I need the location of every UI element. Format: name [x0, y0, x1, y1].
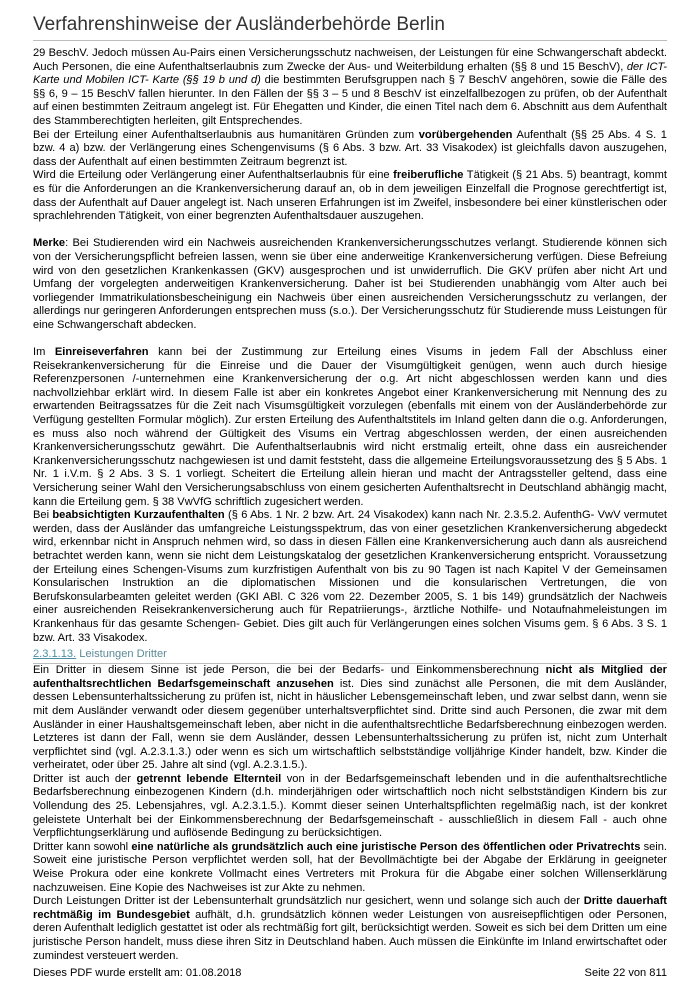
italic-text: der ICT- Karte und Mobilen ICT- Karte (§§ 19 b und d)	[33, 60, 667, 87]
text-run: sein. Soweit eine juristische Person verpflichtet werden soll, hat der Bevollmächtigte bei der Abgabe der Erklärung in geeigneter Weise Prokura oder eine konkrete Vollmacht eines Vertreters mit Prokura für die Abgabe einer solchen Willenserklärung nachzuweisen. Eine Kopie des Nachweises ist zur Akte zu nehmen.	[33, 840, 668, 894]
paragraph-aufenthalt-dritter	[33, 895, 667, 963]
text-run: von in der Bedarfsgemeinschaft lebenden und in die aufenthaltsrechtliche Bedarfsberechnung einbezogenen Kindern (d.h. minderjährigen oder wirtschaftlich noch nicht selbstständigen Kindern bis zur Vollendung des 25. Lebensjahres, vgl. A.2.3.1.5.). Kommt dieser seinen Unterhaltspflichten regelmäßig nach, ist der konkret geleistete Unterhalt bei der Einkommensberechnung der Bedarfsgemeinschaft - ausschließlich in diesem Fall - auch ohne Verpflichtungserklärung und auflösende Bedingung zu berücksichtigen.	[33, 772, 667, 840]
text-run: Tätigkeit (§ 21 Abs. 5) beantragt, kommt es für die Anforderungen an die Krankenversicherung darauf an, ob in dem jeweiligen Einzelfall die Prognose gerechtfertigt ist, dass der Aufenthalt auf Dauer angelegt ist. Nach unseren Erfahrungen ist im Zweifel, insbesondere bei einer künstlerischen oder sprachlehrenden Tätigkeit, von einer begrenzten Aufenthaltsdauer auszugehen.	[33, 169, 667, 223]
bold-text: getrennt lebende Elternteil	[136, 772, 282, 785]
text-run: Aufenthalt (§§ 25 Abs. 4 S. 1 bzw. 4 a) bzw. der Verlängerung eines Schengenvisums (§ 6 Abs. 3 bzw. Art. 33 Visakodex) ist gleichfalls davon auszugehen, dass der Aufenthalt auf einen bestimmten Zeitraum begrenzt ist.	[33, 128, 667, 168]
paragraph-au-pairs	[33, 47, 667, 129]
footer-page-number: Seite 22 von 811	[584, 967, 667, 979]
bold-text: Dritte dauerhaft rechtmäßig im Bundesgebiet	[33, 895, 667, 921]
text-run: Wird die Erteilung oder Verlängerung einer Aufenthaltserlaubnis für eine	[33, 169, 394, 182]
paragraph-dritter-definition	[33, 664, 667, 773]
bold-text: freiberufliche	[393, 169, 464, 182]
text-run: Ein Dritter in diesem Sinne ist jede Person, die bei der Bedarfs- und Einkommensberechnung	[33, 664, 546, 677]
bold-text: eine natürliche als grundsätzlich auch eine juristische Person des öffentlichen oder Privatrechts	[131, 840, 641, 853]
paragraph-kurzaufenthalte	[33, 509, 667, 645]
text-run: : Bei Studierenden wird ein Nachweis ausreichenden Krankenversicherungsschutzes verlangt. Studierende können sich von der Versicherungspflicht befreien lassen, wenn sie über eine anderweitige Krankenversicherung verfügen. Diese Befreiung wird von den gesetzlichen Krankenkassen (GKV) ausgesprochen und ist unwiderruflich. Die GKV prüfen aber nicht Art und Umfang der vorgelegten anderweitigen Krankenversicherung. Daher ist bei Studierenden unabhängig vom Alter auch bei vorliegender Immatrikulationsbescheinigung ein Nachweis über einen ausreichenden Versicherungsschutz zu verlangen, der allerdings nur geringeren Anforderungen entsprechen muss (s.o.). Der Versicherungsschutz für Studierende muss Leistungen für eine Schwangerschaft abdecken.	[33, 237, 667, 331]
section-number-link[interactable]: 2.3.1.13.	[33, 648, 77, 661]
paragraph-person	[33, 841, 667, 895]
text-run: Bei der Erteilung einer Aufenthaltserlaubnis aus humanitären Gründen zum	[33, 128, 419, 141]
document-body	[33, 47, 667, 963]
section-heading	[33, 647, 667, 664]
page-title: Verfahrenshinweise der Ausländerbehörde Berlin	[33, 14, 667, 41]
text-run: aufhält, d.h. grundsätzlich können weder Leistungen von ausreisepflichtigen oder Personen, deren Aufenthalt lediglich gestattet ist oder als rechtmäßig fort gilt, berücksichtigt werden. Soweit es sich bei dem Dritten um eine juristische Person handelt, muss diese ihren Sitz in Deutschland haben. Auch müssen die Einkünfte im Inland erwirtschaftet oder zumindest versteuert werden.	[33, 908, 667, 962]
paragraph-elternteil	[33, 773, 667, 841]
text-run: Durch Leistungen Dritter ist der Lebensunterhalt grundsätzlich nur gesichert, wenn und solange sich auch der	[33, 895, 584, 908]
text-run: Bei	[33, 509, 53, 522]
footer-created-date: Dieses PDF wurde erstellt am: 01.08.2018	[33, 967, 242, 979]
paragraph-einreiseverfahren	[33, 346, 667, 509]
text-run: ist. Dies sind zunächst alle Personen, die mit dem Ausländer, dessen Lebensunterhaltssicherung zu prüfen ist, nicht in häuslicher Lebensgemeinschaft leben, und zwar selbst dann, wenn sie mit dem Ausländer verwandt oder diesem gegenüber unterhaltsverpflichtet sind. Dritte sind auch Personen, die zwar mit dem Ausländer in einer Haushaltsgemeinschaft leben, aber nicht in die aufenthaltsrechtliche Bedarfsberechnung einbezogen werden. Letzteres ist dann der Fall, wenn sie dem Ausländer, dessen Lebensunterhaltssicherung zu prüfen ist, nicht zum Unterhalt verpflichtet sind (vgl. A.2.3.1.3.) oder wenn es sich um wirtschaftlich selbstständige volljährige Kinder handelt, bzw. Kinder die verheiratet, oder über 25. Jahre alt sind (vgl. A.2.3.1.5.).	[33, 677, 667, 772]
text-run: 29 BeschV. Jedoch müssen Au-Pairs einen Versicherungsschutz nachweisen, der Leistungen für eine Schwangerschaft abdeckt. Auch Personen, die eine Aufenthaltserlaubnis zum Zwecke der Aus- und Weiterbildung erhalten (§§ 8 und 15 BeschV),	[33, 47, 667, 73]
bold-text: beabsichtigten Kurzaufenthalten	[52, 509, 225, 522]
text-run: die bestimmten Berufsgruppen nach § 7 BeschV angehören, sowie die Fälle des §§ 6, 9 – 15 BeschV fallen hierunter. In den Fällen der §§ 3 – 5 und 8 BeschV ist einzelfallbezogen zu prüfen, ob der Aufenthalt auf einen bestimmten Zeitraum angelegt ist. Für Ehegatten und Kinder, die einen Titel nach dem 6. Abschnitt aus dem Aufenthalt des Stammberechtigten herleiten, gilt Entsprechendes.	[33, 74, 667, 127]
document-page	[33, 0, 667, 990]
bold-text: Merke	[33, 237, 66, 250]
text-run: Im	[33, 346, 55, 359]
bold-text: vorübergehenden	[418, 128, 513, 141]
bold-text: nicht als Mitglied der aufenthaltsrechtlichen Bedarfsgemeinschaft anzusehen	[33, 664, 667, 690]
text-run: Dritter kann sowohl	[33, 840, 132, 853]
text-run: Dritter ist auch der	[33, 772, 137, 785]
page-footer	[33, 967, 667, 980]
paragraph-merke	[33, 237, 667, 332]
text-run: (§ 6 Abs. 1 Nr. 2 bzw. Art. 24 Visakodex) kann nach Nr. 2.3.5.2. AufenthG- VwV vermutet werden, dass der Ausländer das umfangreiche Leistungsspektrum, das von einer gesetzlichen Krankenversicherung abgedeckt wird, erkennbar nicht in Anspruch nehmen wird, so dass in diesen Fällen eine Krankenversicherung auch dann als ausreichend betrachtet werden kann, wenn sie nicht dem Leistungskatalog der gesetzlichen Krankenversicherung entspricht. Voraussetzung der Erteilung eines Schengen-Visums zum kurzfristigen Aufenthalt von bis zu 90 Tagen ist nach Kapitel V der Gemeinsamen Konsularischen Instruktion an die diplomatischen Missionen und die konsularischen Vertretungen, die von Berufskonsularbeamten geleitet werden (GKI ABl. C 326 vom 22. Dezember 2005, S. 1 bis 149) grundsätzlich der Nachweis einer ausreichenden Reisekrankenversicherung auch für Repatriierungs-, ärztliche Nothilfe- und Notaufnahmeleistungen im Krankenhaus für das gesamte Schengen- Gebiet. Dies gilt auch für Verlängerungen eines solchen Visums gem. § 6 Abs. 3 S. 1 bzw. Art. 33 Visakodex.	[33, 509, 667, 644]
section-title: Leistungen Dritter	[79, 648, 167, 661]
bold-text: Einreiseverfahren	[54, 346, 149, 359]
paragraph-freiberuflich	[33, 169, 667, 223]
paragraph-humanitaer	[33, 129, 667, 170]
text-run: kann bei der Zustimmung zur Erteilung eines Visums in jedem Fall der Abschluss einer Reisekrankenversicherung für die Einreise und die Dauer der Visumgültigkeit genügen, wenn auch durch hiesige Referenzpersonen /-unternehmen eine Krankenversicherung der o.g. Art nicht abgeschlossen werden kann und dies nachvollziehbar erklärt wird. In diesem Falle ist aber ein konkretes Angebot einer Krankenversicherung mit Nennung des zu erwartenden Beitragssatzes für die Zeit nach Visumsgültigkeit vorzulegen (ebenfalls mit einem von der Ausländerbehörde zur Verfügung gestellten Formular möglich). Zur ersten Erteilung des Aufenthaltstitels im Inland gelten dann die o.g. Anforderungen, es muss also noch während der Gültigkeit des Visums ein Vertrag abgeschlossen werden, der einen ausreichenden Krankenversicherungsschutz gewährt. Die Aufenthaltserlaubnis wird nicht erstmalig erteilt, ohne dass ein ausreichender Krankenversicherungsschutz nachgewiesen ist und damit feststeht, dass die allgemeine Erteilungsvoraussetzung des § 5 Abs. 1 Nr. 1 i.V.m. § 2 Abs. 3 S. 1 vorliegt. Scheitert die Erteilung allein hieran und macht der Antragssteller geltend, dass eine Versicherung seiner Wahl den Versicherungsabschluss von einem gesicherten Aufenthaltsrecht in Deutschland abhängig macht, kann die Erteilung gem. § 38 VwVfG schriftlich zugesichert werden.	[33, 346, 667, 508]
